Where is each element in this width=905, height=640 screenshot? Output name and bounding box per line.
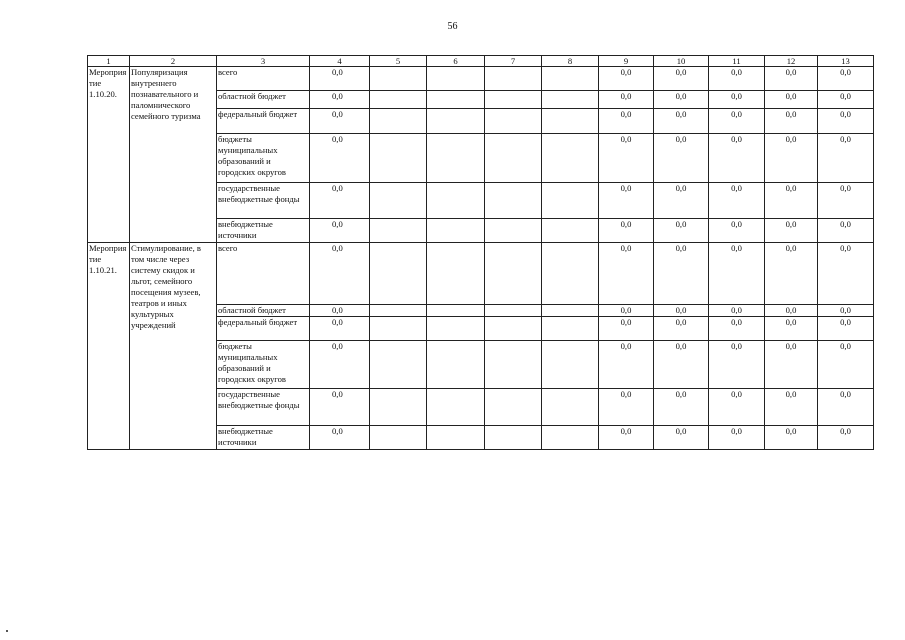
value-cell: 0,0 — [310, 305, 370, 317]
table-row — [88, 67, 874, 91]
empty-cell — [542, 109, 599, 134]
empty-cell — [370, 134, 427, 183]
empty-cell — [427, 109, 485, 134]
value-cell: 0,0 — [765, 317, 818, 341]
value-cell: 0,0 — [310, 243, 370, 305]
value-cell: 0,0 — [765, 134, 818, 183]
empty-cell — [542, 91, 599, 109]
empty-cell — [485, 91, 542, 109]
value-cell: 0,0 — [654, 67, 709, 91]
empty-cell — [542, 305, 599, 317]
empty-cell — [542, 389, 599, 426]
value-cell: 0,0 — [765, 305, 818, 317]
value-cell: 0,0 — [310, 426, 370, 450]
value-cell: 0,0 — [654, 219, 709, 243]
value-cell: 0,0 — [818, 109, 874, 134]
empty-cell — [370, 67, 427, 91]
value-cell: 0,0 — [654, 134, 709, 183]
empty-cell — [427, 91, 485, 109]
value-cell: 0,0 — [709, 305, 765, 317]
value-cell: 0,0 — [599, 341, 654, 389]
measure-name: Стимулирование, в том числе через систему скидок и льгот, семейного посещения музеев, театров и иных культурных учреждений — [130, 243, 217, 450]
value-cell: 0,0 — [310, 341, 370, 389]
value-cell: 0,0 — [818, 341, 874, 389]
empty-cell — [370, 426, 427, 450]
measure-id: Мероприятие 1.10.21. — [88, 243, 130, 450]
empty-cell — [485, 183, 542, 219]
value-cell: 0,0 — [709, 243, 765, 305]
column-header: 2 — [130, 56, 217, 67]
empty-cell — [485, 243, 542, 305]
page-number: 56 — [447, 21, 458, 32]
value-cell: 0,0 — [765, 219, 818, 243]
value-cell: 0,0 — [818, 219, 874, 243]
value-cell: 0,0 — [310, 134, 370, 183]
empty-cell — [542, 243, 599, 305]
value-cell: 0,0 — [709, 109, 765, 134]
column-header: 9 — [599, 56, 654, 67]
empty-cell — [427, 183, 485, 219]
column-header: 5 — [370, 56, 427, 67]
column-header: 8 — [542, 56, 599, 67]
value-cell: 0,0 — [818, 305, 874, 317]
column-header: 11 — [709, 56, 765, 67]
funding-source: всего — [217, 67, 310, 91]
value-cell: 0,0 — [599, 389, 654, 426]
value-cell: 0,0 — [818, 426, 874, 450]
value-cell: 0,0 — [765, 341, 818, 389]
value-cell: 0,0 — [709, 317, 765, 341]
value-cell: 0,0 — [818, 67, 874, 91]
column-header: 13 — [818, 56, 874, 67]
empty-cell — [370, 389, 427, 426]
empty-cell — [427, 426, 485, 450]
empty-cell — [485, 109, 542, 134]
value-cell: 0,0 — [310, 389, 370, 426]
empty-cell — [485, 134, 542, 183]
empty-cell — [542, 317, 599, 341]
value-cell: 0,0 — [709, 67, 765, 91]
value-cell: 0,0 — [599, 91, 654, 109]
value-cell: 0,0 — [818, 389, 874, 426]
value-cell: 0,0 — [709, 426, 765, 450]
value-cell: 0,0 — [765, 67, 818, 91]
value-cell: 0,0 — [818, 317, 874, 341]
empty-cell — [542, 219, 599, 243]
column-header: 1 — [88, 56, 130, 67]
empty-cell — [542, 426, 599, 450]
column-header: 7 — [485, 56, 542, 67]
empty-cell — [370, 305, 427, 317]
empty-cell — [542, 67, 599, 91]
empty-cell — [370, 91, 427, 109]
value-cell: 0,0 — [310, 67, 370, 91]
empty-cell — [485, 317, 542, 341]
value-cell: 0,0 — [599, 134, 654, 183]
value-cell: 0,0 — [818, 243, 874, 305]
empty-cell — [370, 317, 427, 341]
empty-cell — [370, 109, 427, 134]
empty-cell — [485, 305, 542, 317]
funding-source: внебюджетные источники — [217, 426, 310, 450]
value-cell: 0,0 — [709, 134, 765, 183]
value-cell: 0,0 — [765, 109, 818, 134]
funding-source: внебюджетные источники — [217, 219, 310, 243]
value-cell: 0,0 — [765, 91, 818, 109]
value-cell: 0,0 — [765, 243, 818, 305]
empty-cell — [485, 341, 542, 389]
value-cell: 0,0 — [654, 305, 709, 317]
empty-cell — [427, 317, 485, 341]
funding-source: государственные внебюджетные фонды — [217, 389, 310, 426]
column-header: 12 — [765, 56, 818, 67]
table-row — [88, 243, 874, 305]
value-cell: 0,0 — [599, 243, 654, 305]
empty-cell — [370, 341, 427, 389]
value-cell: 0,0 — [818, 91, 874, 109]
value-cell: 0,0 — [709, 183, 765, 219]
value-cell: 0,0 — [654, 109, 709, 134]
column-header: 3 — [217, 56, 310, 67]
column-header-row — [88, 56, 874, 67]
value-cell: 0,0 — [599, 109, 654, 134]
value-cell: 0,0 — [310, 109, 370, 134]
funding-source: областной бюджет — [217, 305, 310, 317]
value-cell: 0,0 — [709, 389, 765, 426]
empty-cell — [370, 183, 427, 219]
value-cell: 0,0 — [599, 67, 654, 91]
empty-cell — [370, 219, 427, 243]
funding-source: федеральный бюджет — [217, 109, 310, 134]
empty-cell — [427, 305, 485, 317]
funding-source: областной бюджет — [217, 91, 310, 109]
value-cell: 0,0 — [310, 91, 370, 109]
empty-cell — [427, 67, 485, 91]
column-header: 6 — [427, 56, 485, 67]
empty-cell — [427, 341, 485, 389]
value-cell: 0,0 — [654, 243, 709, 305]
value-cell: 0,0 — [709, 91, 765, 109]
empty-cell — [485, 389, 542, 426]
empty-cell — [542, 183, 599, 219]
empty-cell — [427, 219, 485, 243]
empty-cell — [485, 67, 542, 91]
empty-cell — [370, 243, 427, 305]
funding-source: государственные внебюджетные фонды — [217, 183, 310, 219]
empty-cell — [427, 389, 485, 426]
funding-source: всего — [217, 243, 310, 305]
value-cell: 0,0 — [709, 219, 765, 243]
value-cell: 0,0 — [654, 426, 709, 450]
funding-table — [87, 55, 874, 450]
value-cell: 0,0 — [765, 426, 818, 450]
value-cell: 0,0 — [709, 341, 765, 389]
value-cell: 0,0 — [599, 183, 654, 219]
empty-cell — [485, 426, 542, 450]
value-cell: 0,0 — [818, 183, 874, 219]
value-cell: 0,0 — [654, 389, 709, 426]
empty-cell — [542, 341, 599, 389]
value-cell: 0,0 — [599, 305, 654, 317]
value-cell: 0,0 — [599, 219, 654, 243]
value-cell: 0,0 — [765, 183, 818, 219]
value-cell: 0,0 — [599, 426, 654, 450]
measure-name: Популяризация внутреннего познавательного и паломнического семейного туризма — [130, 67, 217, 243]
value-cell: 0,0 — [310, 219, 370, 243]
value-cell: 0,0 — [654, 183, 709, 219]
empty-cell — [427, 134, 485, 183]
value-cell: 0,0 — [765, 389, 818, 426]
funding-source: бюджеты муниципальных образований и городских округов — [217, 134, 310, 183]
funding-source: федеральный бюджет — [217, 317, 310, 341]
value-cell: 0,0 — [654, 341, 709, 389]
measure-id: Мероприятие 1.10.20. — [88, 67, 130, 243]
column-header: 4 — [310, 56, 370, 67]
value-cell: 0,0 — [310, 183, 370, 219]
scan-artifact — [6, 630, 8, 632]
value-cell: 0,0 — [310, 317, 370, 341]
value-cell: 0,0 — [599, 317, 654, 341]
value-cell: 0,0 — [818, 134, 874, 183]
value-cell: 0,0 — [654, 91, 709, 109]
empty-cell — [485, 219, 542, 243]
empty-cell — [542, 134, 599, 183]
empty-cell — [427, 243, 485, 305]
value-cell: 0,0 — [654, 317, 709, 341]
column-header: 10 — [654, 56, 709, 67]
funding-source: бюджеты муниципальных образований и городских округов — [217, 341, 310, 389]
